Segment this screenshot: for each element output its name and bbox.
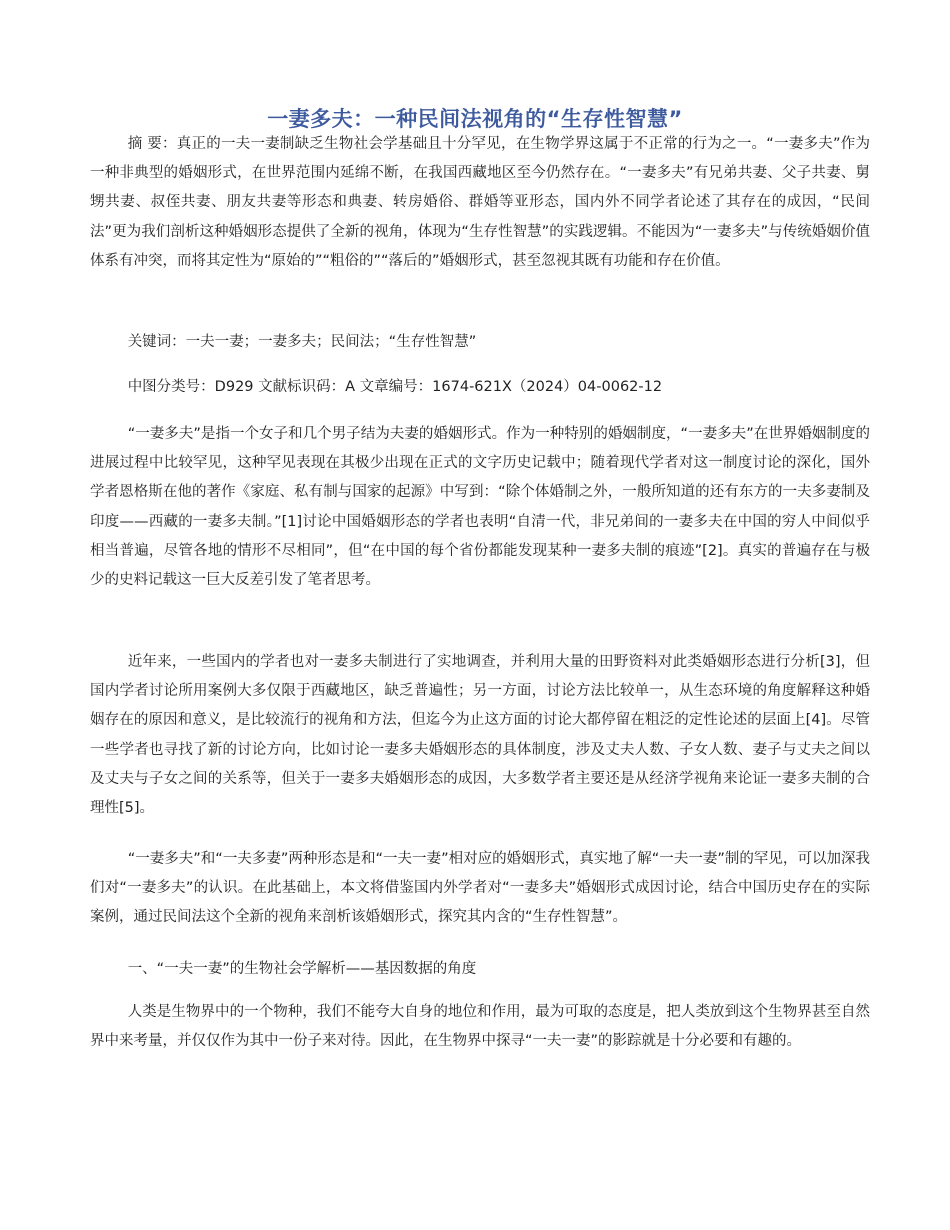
section-heading: 一、“一夫一妻”的生物社会学解析——基因数据的角度 [127,961,477,977]
keywords: 关键词：一夫一妻；一妻多夫；民间法；“生存性智慧” [127,334,477,350]
body-paragraph: “一妻多夫”是指一个女子和几个男子结为夫妻的婚姻形式。作为一种特别的婚姻制度，“一妻多夫”在世界婚姻制度的进展过程中比较罕见，这种罕见表现在其极少出现在正式的文字历史记载中；随着现代学者对这一制度讨论的深化，国外学者恩格斯在他的著作《家庭、私有制与国家的起源》中写到：“除个体婚制之外，一般所知道的还有东方的一夫多妻制及印度——西藏的一妻多夫制。”[1]讨论中国婚姻形态的学者也表明“自清一代，非兄弟间的一妻多夫在中国的穷人中间似乎相当普遍，尽管各地的情形不尽相同”，但“在中国的每个省份都能发现某种一妻多夫制的痕迹”[2]。真实的普遍存在与极少的史料记载这一巨大反差引发了笔者思考。 [90,426,870,589]
article-title: 一妻多夫：一种民间法视角的“生存性智慧” [267,107,683,131]
body-paragraph: 近年来，一些国内的学者也对一妻多夫制进行了实地调查，并利用大量的田野资料对此类婚姻形态进行分析[3]，但国内学者讨论所用案例大多仅限于西藏地区，缺乏普遍性；另一方面，讨论方法比较单一，从生态环境的角度解释这种婚姻存在的原因和意义，是比较流行的视角和方法，但迄今为止这方面的讨论大都停留在粗泛的定性论述的层面上[4]。尽管一些学者也寻找了新的讨论方向，比如讨论一妻多夫婚姻形态的具体制度，涉及丈夫人数、子女人数、妻子与丈夫之间以及丈夫与子女之间的关系等，但关于一妻多夫婚姻形态的成因，大多数学者主要还是从经济学视角来论证一妻多夫制的合理性[5]。 [90,654,870,817]
body-paragraph: 人类是生物界中的一个物种，我们不能夸大自身的地位和作用，最为可取的态度是，把人类放到这个生物界甚至自然界中来考量，并仅仅作为其中一份子来对待。因此，在生物界中探寻“一夫一妻”的影踪就是十分必要和有趣的。 [90,1004,870,1050]
abstract: 摘 要：真正的一夫一妻制缺乏生物社会学基础且十分罕见，在生物学界这属于不正常的行为之一。“一妻多夫”作为一种非典型的婚姻形式，在世界范围内延绵不断，在我国西藏地区至今仍然存在。“一妻多夫”有兄弟共妻、父子共妻、舅甥共妻、叔侄共妻、朋友共妻等形态和典妻、转房婚俗、群婚等亚形态，国内外不同学者论述了其存在的成因，“民间法”更为我们剖析这种婚姻形态提供了全新的视角，体现为“生存性智慧”的实践逻辑。不能因为“一妻多夫”与传统婚姻价值体系有冲突，而将其定性为“原始的”“粗俗的”“落后的”婚姻形式，甚至忽视其既有功能和存在价值。 [90,136,870,269]
classification-info: 中图分类号：D929 文献标识码：A 文章编号：1674-621X（2024）04-0062-12 [127,379,663,395]
body-paragraph: “一妻多夫”和“一夫多妻”两种形态是和“一夫一妻”相对应的婚姻形式，真实地了解“一夫一妻”制的罕见，可以加深我们对“一妻多夫”的认识。在此基础上，本文将借鉴国内外学者对“一妻多夫”婚姻形式成因讨论，结合中国历史存在的实际案例，通过民间法这个全新的视角来剖析该婚姻形式，探究其内含的“生存性智慧”。 [90,851,870,926]
